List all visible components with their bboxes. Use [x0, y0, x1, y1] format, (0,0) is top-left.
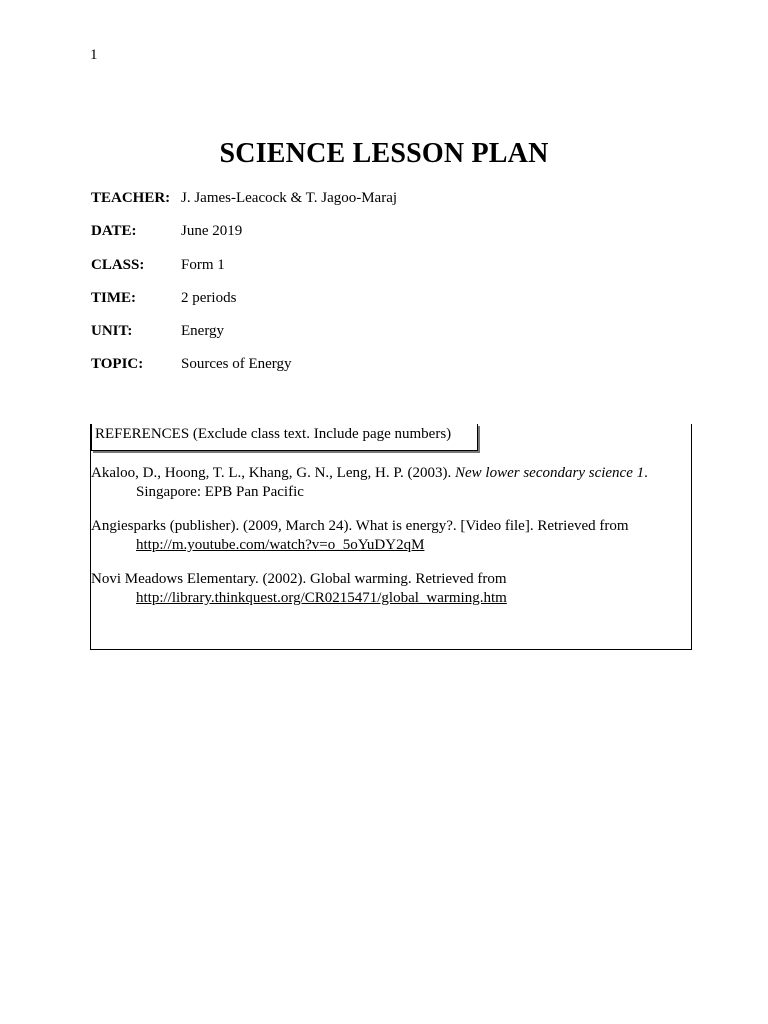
references-box [90, 424, 692, 650]
topic-row [91, 356, 691, 389]
reference-citation: Novi Meadows Elementary. (2002). Global warming. Retrieved from [91, 571, 507, 587]
time-label: TIME: [91, 289, 136, 306]
class-value: Form 1 [181, 256, 225, 273]
reference-item [91, 570, 691, 608]
page-number: 1 [90, 47, 98, 63]
time-value: 2 periods [181, 289, 237, 306]
time-row [91, 290, 691, 323]
reference-citation [91, 464, 691, 483]
reference-item [91, 464, 691, 502]
unit-label: UNIT: [91, 323, 133, 340]
reference-citation: Angiesparks (publisher). (2009, March 24). What is energy?. [Video file]. Retrieved from [91, 518, 629, 534]
class-row [91, 257, 691, 290]
reference-period: . [644, 465, 648, 481]
teacher-label: TEACHER: [91, 190, 171, 206]
class-label: CLASS: [91, 256, 145, 273]
reference-item [91, 517, 691, 555]
reference-link[interactable]: http://library.thinkquest.org/CR0215471/global_warming.htm [136, 590, 507, 606]
date-value: June 2019 [181, 223, 243, 240]
references-list [91, 464, 691, 623]
reference-publisher: Singapore: EPB Pan Pacific [136, 484, 304, 500]
date-label: DATE: [91, 223, 137, 240]
date-row [91, 223, 691, 256]
topic-value: Sources of Energy [181, 356, 292, 373]
lesson-details [91, 190, 691, 390]
reference-link[interactable]: http://m.youtube.com/watch?v=o_5oYuDY2qM [136, 537, 425, 553]
unit-value: Energy [181, 323, 225, 340]
unit-row [91, 323, 691, 356]
reference-book-title: New lower secondary science 1 [455, 465, 645, 481]
topic-label: TOPIC: [91, 356, 144, 373]
reference-authors: Akaloo, D., Hoong, T. L., Khang, G. N., Leng, H. P. (2003). [91, 465, 455, 481]
teacher-value: J. James-Leacock & T. Jagoo-Maraj [181, 190, 398, 206]
references-header: REFERENCES (Exclude class text. Include page numbers) [91, 424, 478, 451]
page-title: SCIENCE LESSON PLAN [219, 138, 549, 169]
teacher-row [91, 190, 691, 223]
